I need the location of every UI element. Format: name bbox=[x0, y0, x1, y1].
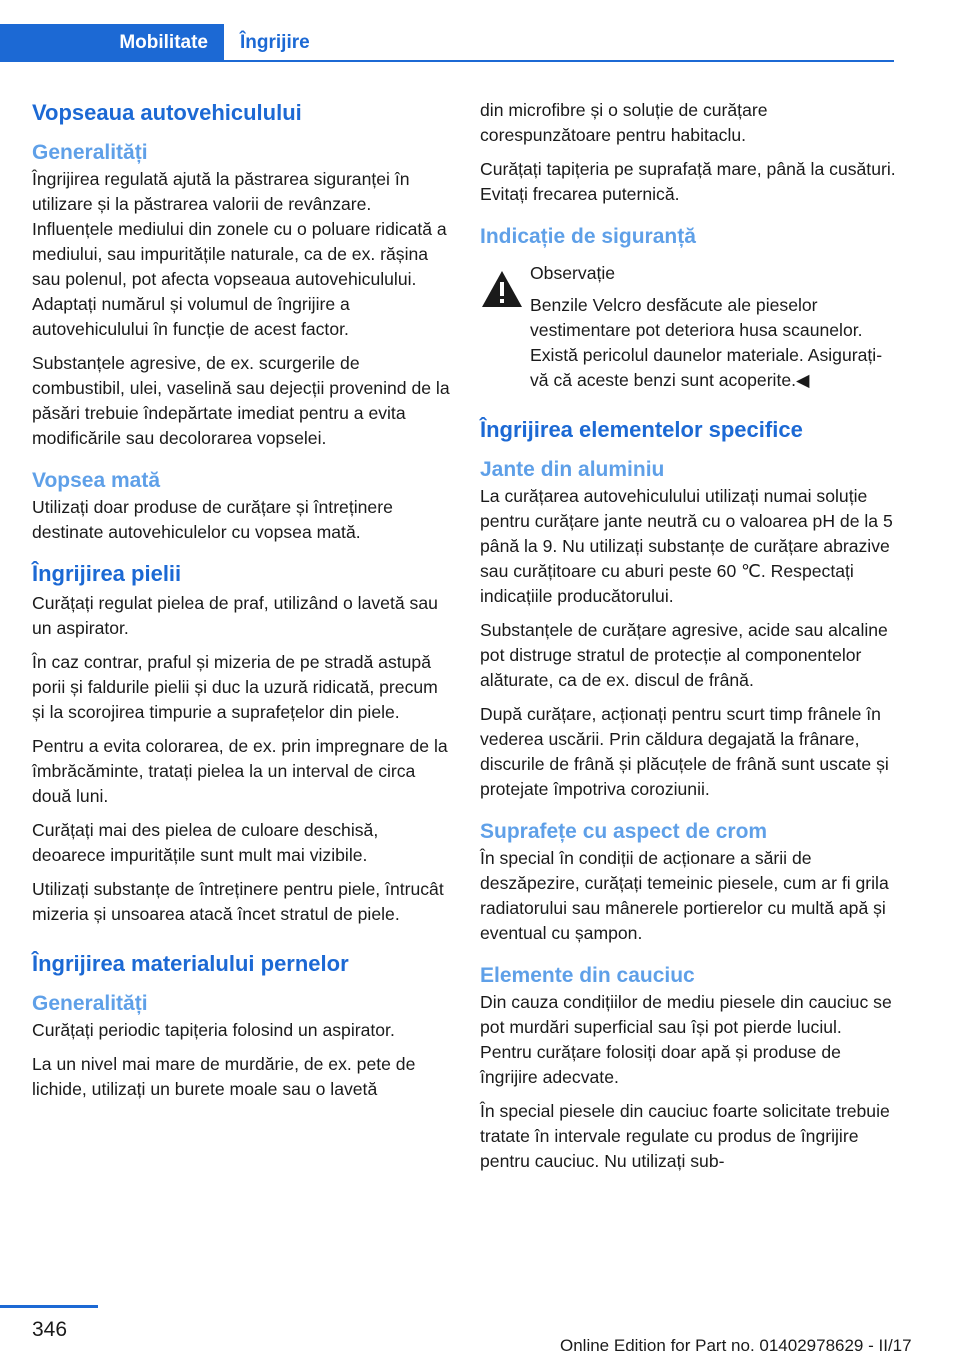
paragraph: Curățați mai des pielea de culoare deschisă, deoarece impuritățile sunt mult mai vizibile. bbox=[32, 820, 379, 865]
paragraph: După curățare, acționați pentru scurt timp frânele în vederea uscării. Prin căldura degajată la frânare, discurile de frână și plăcuțele de frână sunt uscate și protejate împotriva coroziunii. bbox=[480, 704, 889, 799]
section-title-elemente-specifice: Îngrijirea elementelor specifice bbox=[480, 417, 803, 442]
paragraph: Substanțele de curățare agresive, acide sau alcaline pot distruge stratul de protecție al componentelor alăturate, ca de ex. discul de frână. bbox=[480, 620, 888, 690]
left-column bbox=[32, 98, 450, 1111]
paragraph: Pentru a evita colorarea, de ex. prin impregnare de la îmbrăcăminte, tratați pielea la un interval de circa două luni. bbox=[32, 736, 448, 806]
paragraph: Utilizați doar produse de curățare și întreținere destinate autovehiculelor cu vopsea mată. bbox=[32, 497, 393, 542]
subheading-indicatie-siguranta: Indicație de siguranță bbox=[480, 225, 696, 248]
subheading-generalitati: Generalități bbox=[32, 141, 148, 164]
paragraph: Din cauza condițiilor de mediu piesele din cauciuc se pot murdări superficial sau își pot pierde luciul. Pentru curățare folosiți doar apă și produse de îngrijire adecvate. bbox=[480, 992, 892, 1087]
footer-divider bbox=[0, 1305, 98, 1308]
tab-ingrijire[interactable]: Îngrijire bbox=[240, 32, 310, 53]
paragraph: Curățați periodic tapițeria folosind un aspirator. bbox=[32, 1020, 395, 1040]
paragraph: Utilizați substanțe de întreținere pentru piele, întrucât mizeria și unsoarea atacă încet stratul de piele. bbox=[32, 879, 444, 924]
page-header bbox=[0, 0, 960, 62]
paragraph: La un nivel mai mare de murdărie, de ex. pete de lichide, utilizați un burete moale sau o lavetă bbox=[32, 1054, 416, 1099]
paragraph: Curățați regulat pielea de praf, utilizând o lavetă sau un aspirator. bbox=[32, 593, 438, 638]
right-column bbox=[480, 98, 898, 1183]
paragraph: Substanțele agresive, de ex. scurgerile de combustibil, ulei, vaselină sau dejecții provenind de la păsări trebuie îndepărtate imediat pentru a evita modificările sau decolorarea vopselei. bbox=[32, 353, 450, 448]
edition-note: Online Edition for Part no. 01402978629 - II/17 bbox=[560, 1336, 912, 1355]
subheading-cauciuc: Elemente din cauciuc bbox=[480, 964, 695, 987]
header-divider bbox=[224, 60, 894, 62]
tab-mobilitate[interactable]: Mobilitate bbox=[0, 24, 224, 62]
subheading-jante: Jante din aluminiu bbox=[480, 458, 665, 481]
paragraph: Îngrijirea regulată ajută la păstrarea siguranței în utilizare și la păstrarea valorii de revânzare. Influențele mediului din zonele cu o poluare ridicată a mediului, sau impuritățile naturale, ca de ex. rășina sau polenul, pot afecta vopseaua autovehiculului. Adaptați numărul și volumul de îngrijire a autovehiculului în funcție de acest factor. bbox=[32, 169, 447, 339]
paragraph: În caz contrar, praful și mizeria de pe stradă astupă porii și faldurile pielii și duc la uzură ridicată, precum și la scorojirea timpurie a suprafețelor din piele. bbox=[32, 652, 438, 722]
paragraph: Curățați tapițeria pe suprafață mare, până la cusături. Evitați frecarea puternică. bbox=[480, 159, 896, 204]
warning-triangle-icon bbox=[480, 269, 524, 309]
paragraph: În special în condiții de acționare a sării de deszăpezire, curățați temeinic piesele, cum ar fi grila radiatorului sau mânerele portierelor cu multă apă și eventual cu șampon. bbox=[480, 848, 889, 943]
notice-text: Benzile Velcro desfăcute ale pieselor vestimentare pot deteriora husa scaunelor. Există pericolul daunelor materiale. Asigurați-vă că aceste benzi sunt acoperite.◀ bbox=[530, 295, 883, 390]
section-title-pielii: Îngrijirea pielii bbox=[32, 561, 182, 586]
subheading-vopsea-mata: Vopsea mată bbox=[32, 469, 160, 492]
paragraph: În special piesele din cauciuc foarte solicitate trebuie tratate în intervale regulate cu produs de îngrijire pentru cauciuc. Nu utilizați sub- bbox=[480, 1101, 890, 1171]
page-number: 346 bbox=[32, 1318, 68, 1341]
subheading-crom: Suprafețe cu aspect de crom bbox=[480, 820, 768, 843]
paragraph: din microfibre și o soluție de curățare corespunzătoare pentru habitaclu. bbox=[480, 100, 768, 145]
safety-notice bbox=[480, 261, 898, 393]
section-title-pernelor: Îngrijirea materialului pernelor bbox=[32, 951, 349, 976]
section-title-vopsea: Vopseaua autovehiculului bbox=[32, 100, 302, 125]
notice-title: Observație bbox=[530, 263, 616, 283]
subheading-generalitati-2: Generalități bbox=[32, 992, 148, 1015]
paragraph: La curățarea autovehiculului utilizați numai soluție pentru curățare jante neutră cu o valoarea pH de la 5 până la 9. Nu utilizați substanțe de curățare abrazive sau curățitoare cu aburi peste 60 ℃. Respectați indicațiile producătorului. bbox=[480, 486, 893, 606]
